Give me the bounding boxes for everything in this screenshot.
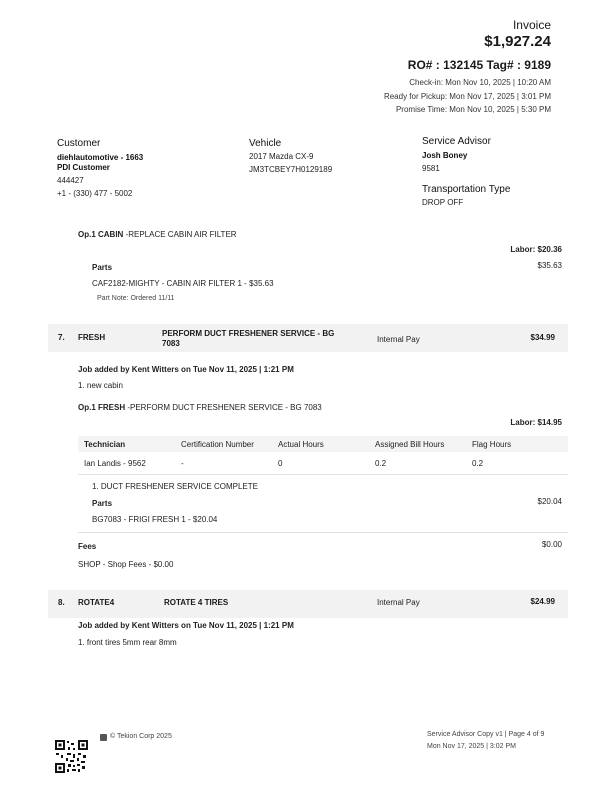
service-advisor-number: 9581 bbox=[422, 164, 440, 173]
tech-row-technician: Ian Landis - 9562 bbox=[84, 459, 146, 468]
job-8-amount: $24.99 bbox=[530, 597, 555, 606]
customer-phone: +1 - (330) 477 - 5002 bbox=[57, 189, 133, 198]
transportation-type: DROP OFF bbox=[422, 198, 464, 207]
cabin-part-note: Part Note: Ordered 11/11 bbox=[97, 295, 175, 302]
op-fresh-line bbox=[78, 403, 322, 412]
parts-divider bbox=[78, 532, 568, 533]
tech-row-certification: - bbox=[181, 459, 184, 468]
tech-table-divider bbox=[78, 474, 568, 475]
cabin-labor: Labor: $20.36 bbox=[510, 245, 562, 254]
vehicle-title: Vehicle bbox=[249, 138, 282, 149]
op-fresh-label: Op.1 FRESH bbox=[78, 403, 126, 412]
tech-row-assigned-bill-hours: 0.2 bbox=[375, 459, 387, 468]
service-advisor-name: Josh Boney bbox=[422, 151, 468, 160]
tech-row-flag-hours: 0.2 bbox=[472, 459, 484, 468]
ro-tag-number: RO# : 132145 Tag# : 9189 bbox=[407, 58, 551, 72]
tekion-logo-icon bbox=[100, 734, 107, 741]
job-7-amount: $34.99 bbox=[530, 333, 555, 342]
fresh-parts-title: Parts bbox=[92, 499, 113, 508]
footer-printed-time: Mon Nov 17, 2025 | 3:02 PM bbox=[427, 743, 516, 750]
cabin-part-line: CAF2182-MIGHTY - CABIN AIR FILTER 1 - $35.63 bbox=[92, 279, 274, 288]
customer-title: Customer bbox=[57, 138, 101, 149]
job-8-note: 1. front tires 5mm rear 8mm bbox=[78, 638, 177, 647]
cabin-parts-title: Parts bbox=[92, 263, 113, 272]
qr-code-icon bbox=[54, 739, 89, 774]
customer-id: 444427 bbox=[57, 176, 84, 185]
job-7-note: 1. new cabin bbox=[78, 381, 123, 390]
fresh-complete-note: 1. DUCT FRESHENER SERVICE COMPLETE bbox=[92, 482, 258, 491]
tech-header-flag-hours: Flag Hours bbox=[472, 440, 512, 449]
job-8-header bbox=[48, 590, 568, 618]
op-cabin-line bbox=[78, 230, 237, 239]
job-8-pay-type: Internal Pay bbox=[377, 598, 420, 607]
ready-for-pickup-time: Ready for Pickup: Mon Nov 17, 2025 | 3:01 PM bbox=[383, 92, 551, 101]
job-8-code: ROTATE4 bbox=[78, 598, 115, 607]
checkin-time: Check-in: Mon Nov 10, 2025 | 10:20 AM bbox=[409, 78, 551, 87]
job-7-number: 7. bbox=[58, 333, 65, 342]
footer-copy-info: Service Advisor Copy v1 | Page 4 of 9 bbox=[427, 731, 545, 738]
transportation-type-title: Transportation Type bbox=[422, 184, 511, 195]
invoice-label: Invoice bbox=[512, 18, 551, 32]
service-advisor-title: Service Advisor bbox=[422, 136, 491, 147]
fresh-part-line: BG7083 - FRIGI FRESH 1 - $20.04 bbox=[92, 515, 218, 524]
cabin-parts-amount: $35.63 bbox=[537, 261, 562, 270]
fees-amount: $0.00 bbox=[541, 540, 562, 549]
tech-header-certification: Certification Number bbox=[181, 440, 254, 449]
tech-header-actual-hours: Actual Hours bbox=[278, 440, 324, 449]
job-8-added-by: Job added by Kent Witters on Tue Nov 11, 2025 | 1:21 PM bbox=[78, 621, 294, 630]
op-cabin-label: Op.1 CABIN bbox=[78, 230, 124, 239]
job-7-pay-type: Internal Pay bbox=[377, 335, 420, 344]
footer-copyright: © Tekion Corp 2025 bbox=[110, 733, 172, 740]
job-8-description: ROTATE 4 TIRES bbox=[164, 598, 229, 607]
job-8-number: 8. bbox=[58, 598, 65, 607]
op-cabin-desc: -REPLACE CABIN AIR FILTER bbox=[123, 230, 237, 239]
customer-type: PDI Customer bbox=[57, 163, 110, 172]
tech-row-actual-hours: 0 bbox=[278, 459, 283, 468]
fresh-labor: Labor: $14.95 bbox=[510, 418, 562, 427]
customer-name: diehlautomotive - 1663 bbox=[57, 153, 144, 162]
fees-title: Fees bbox=[78, 542, 97, 551]
op-fresh-desc: -PERFORM DUCT FRESHENER SERVICE - BG 7083 bbox=[125, 403, 322, 412]
job-7-code: FRESH bbox=[78, 333, 106, 342]
tech-header-technician: Technician bbox=[84, 440, 126, 449]
job-7-description-1: PERFORM DUCT FRESHENER SERVICE - BG bbox=[162, 329, 335, 338]
promise-time: Promise Time: Mon Nov 10, 2025 | 5:30 PM bbox=[395, 105, 551, 114]
job-7-added-by: Job added by Kent Witters on Tue Nov 11, 2025 | 1:21 PM bbox=[78, 365, 294, 374]
fresh-parts-amount: $20.04 bbox=[537, 497, 562, 506]
fees-line: SHOP - Shop Fees - $0.00 bbox=[78, 560, 174, 569]
invoice-total: $1,927.24 bbox=[484, 33, 551, 50]
job-7-description-2: 7083 bbox=[162, 339, 180, 348]
vehicle-vin: JM3TCBEY7H0129189 bbox=[249, 165, 333, 174]
vehicle-model: 2017 Mazda CX-9 bbox=[249, 152, 314, 161]
tech-header-assigned-bill-hours: Assigned Bill Hours bbox=[375, 440, 445, 449]
